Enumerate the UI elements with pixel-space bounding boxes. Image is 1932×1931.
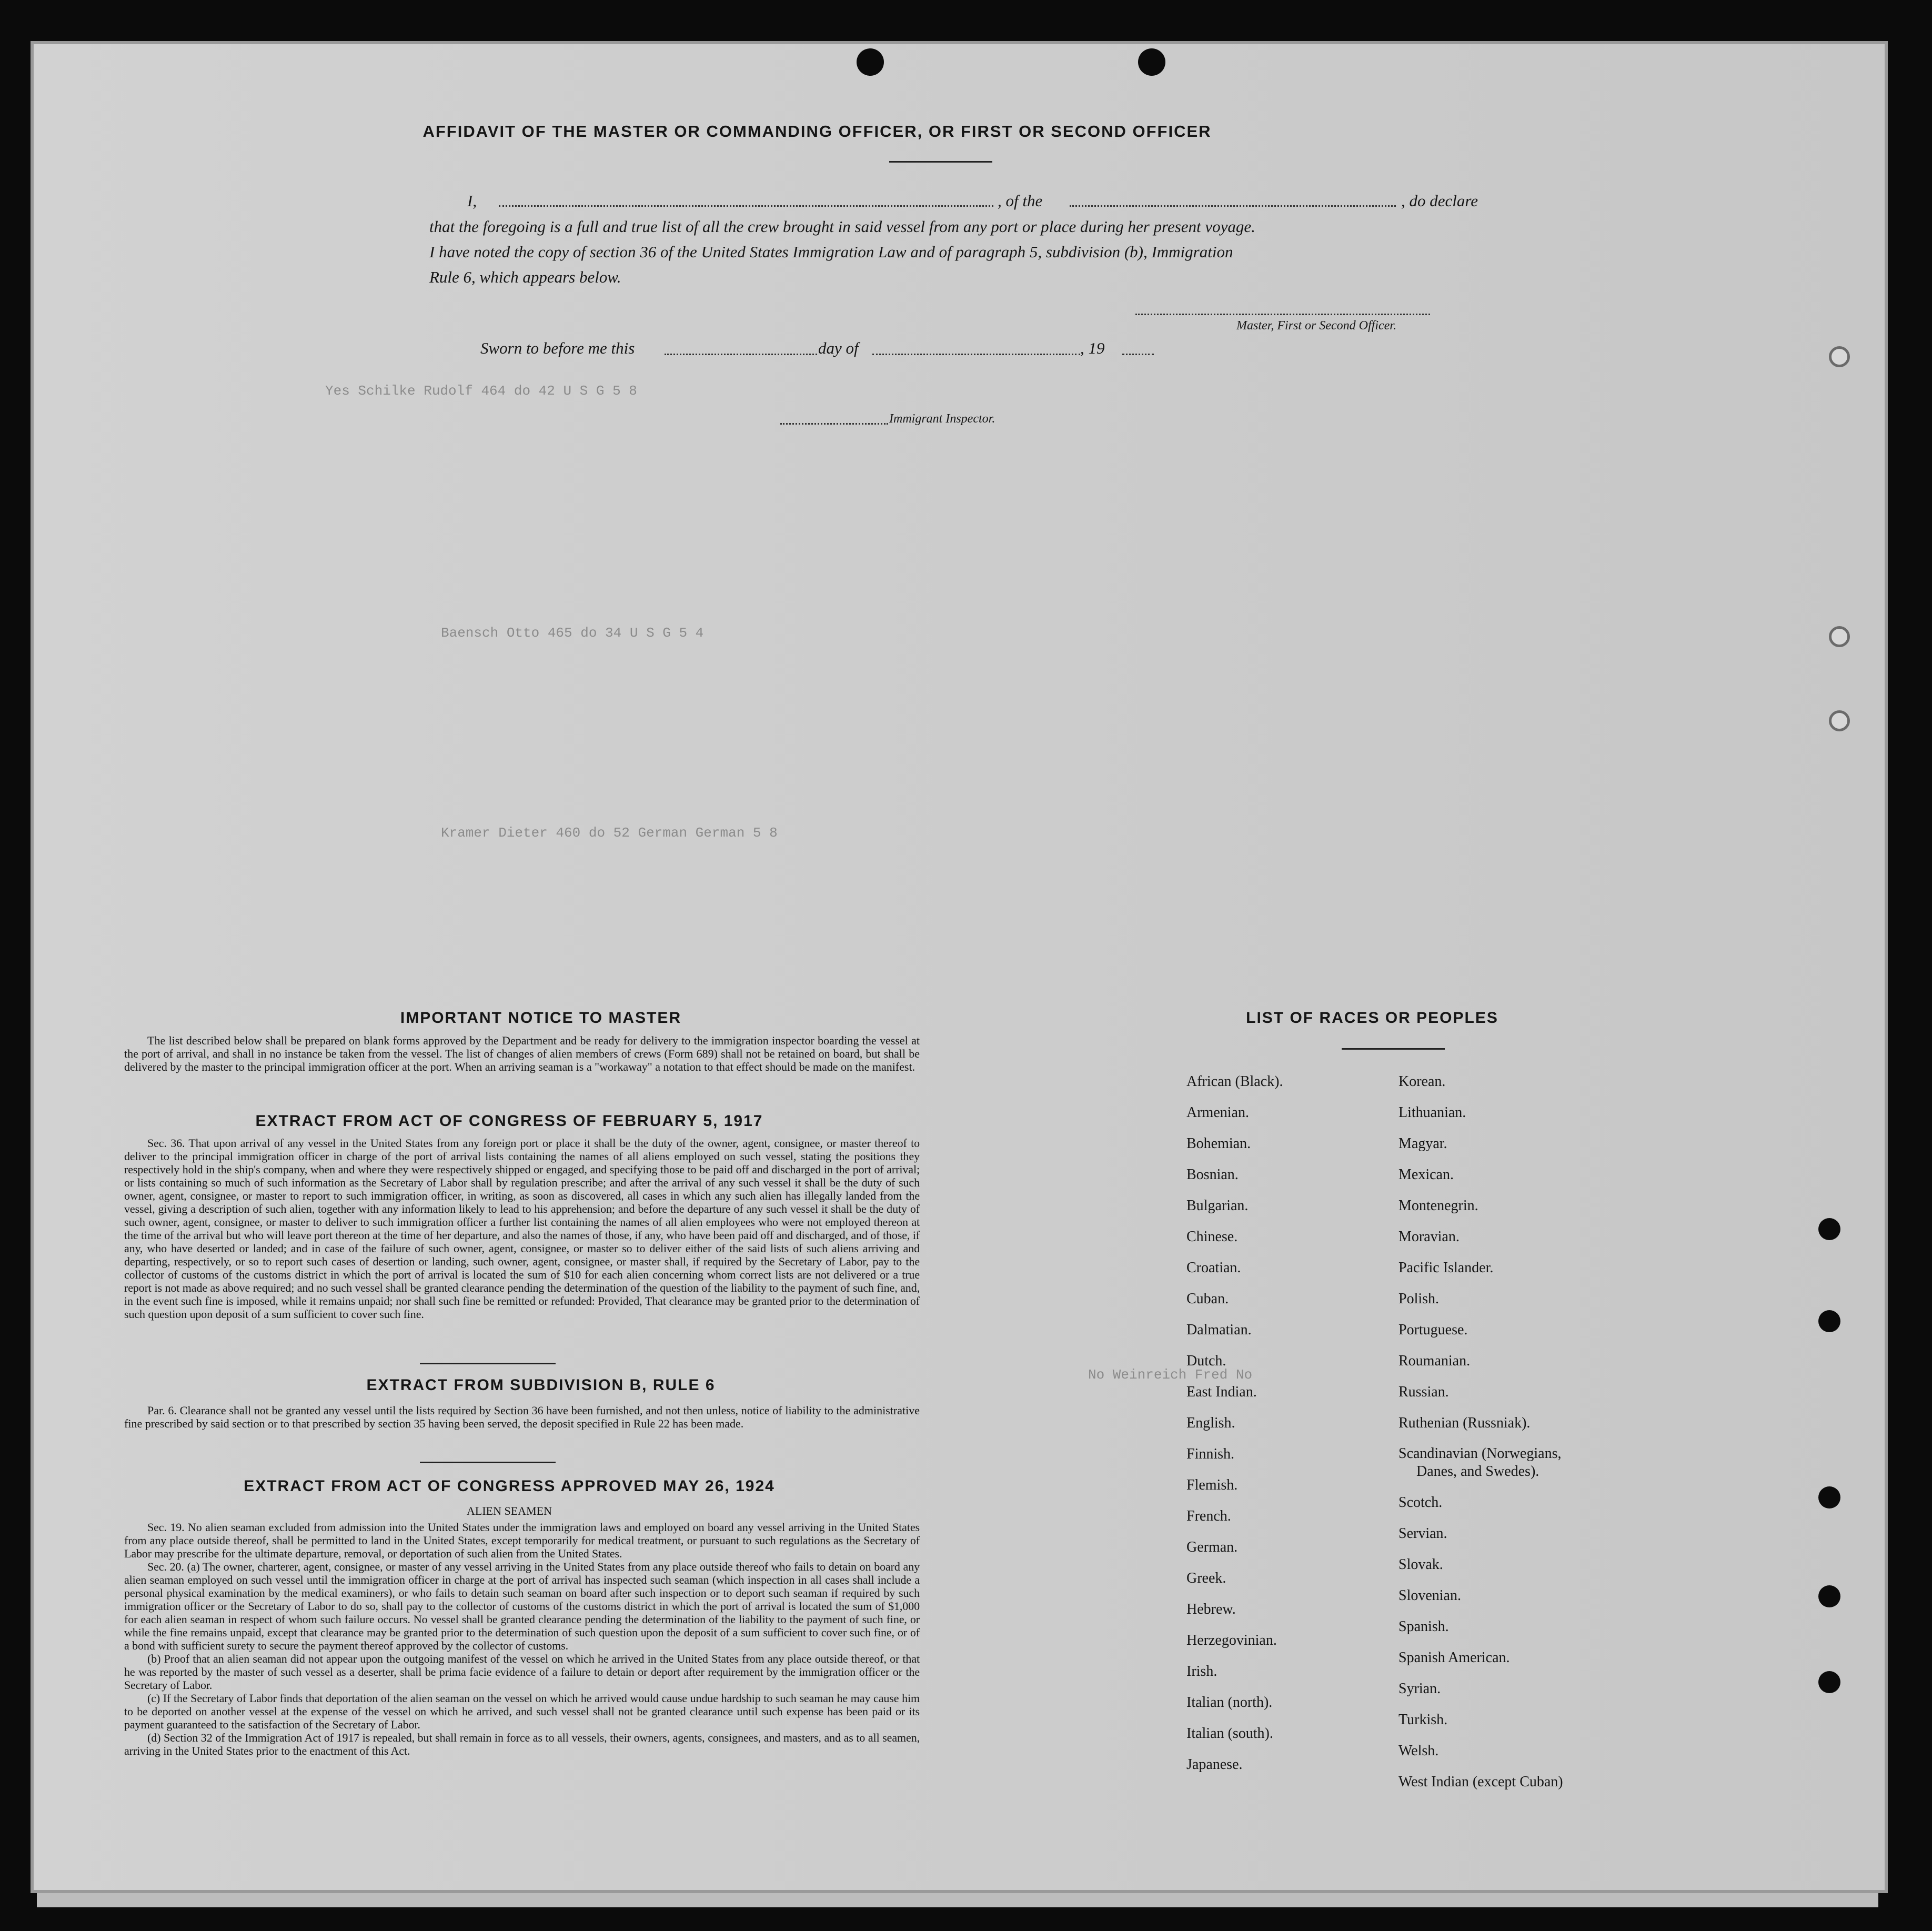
race-item: Lithuanian. (1398, 1104, 1466, 1121)
affidavit-line1-mid: , of the (998, 192, 1043, 210)
race-item: Portuguese. (1398, 1322, 1468, 1338)
race-item: Italian (north). (1186, 1694, 1273, 1711)
race-item: Finnish. (1186, 1446, 1235, 1462)
race-item: Danes, and Swedes). (1416, 1463, 1539, 1480)
bleed-through-text: Yes Schilke Rudolf 464 do 42 U S G 5 8 (325, 383, 637, 399)
race-item: Flemish. (1186, 1477, 1238, 1493)
extract-1917-text: Sec. 36. That upon arrival of any vessel in the United States from any foreign port or place it shall be the duty of the owner, agent, consignee, or master thereof to deliver to the principal immigration officer in charge of the port of arrival lists containing the names of all aliens employed on such vessel, stating the positions they respectively hold in the ship's company, when and where they were respectively shipped or engaged, and specifying those to be paid off and discharged in the port of arrival; or lists containing so much of such information as the Secretary of Labor shall by regulation prescribe; and after the arrival of any such vessel it shall be the duty of such owner, agent, consignee, or master to report to such immigration officer, in writing, as soon as discovered, all cases in which any such alien has illegally landed from the vessel, giving a description of such alien, together with any information likely to lead to his apprehension; and before the departure of any such vessel it shall be the duty of such owner, agent, consignee, or master to deliver to such immigration officer a further list containing the names of all alien employees who were not employed thereon at the time of the arrival but who will leave port thereon at the time of her departure, and also the names of those, if any, who have been paid off and discharged, and of those, if any, who have deserted or landed; and in case of the failure of such owner, agent, consignee, or master so to deliver either of the said lists of such aliens arriving and departing, respectively, or so to report such cases of desertion or landing, such owner, agent, consignee, or master shall, if required by the Secretary of Labor, pay to the collector of customs of the customs district in which the port of arrival is located the sum of $10 for each alien concerning whom correct lists are not delivered or a true report is not made as above required; and no such vessel shall be granted clearance pending the determination of the question of the liability to the payment of such fine, and, in the event such fine is imposed, while it remains unpaid; nor shall such fine be remitted or refunded: Provided, That clearance may be granted prior to the determination of such question upon deposit of a sum sufficient to cover such fine. (124, 1137, 920, 1321)
race-item: Spanish American. (1398, 1650, 1510, 1666)
races-title: LIST OF RACES OR PEOPLES (1246, 1009, 1498, 1027)
race-item: Syrian. (1398, 1681, 1441, 1697)
race-item: Magyar. (1398, 1135, 1447, 1152)
extract-1924-subtitle: ALIEN SEAMEN (467, 1504, 552, 1517)
binder-hole (1818, 1671, 1840, 1693)
race-item: Korean. (1398, 1073, 1446, 1090)
divider (420, 1363, 556, 1364)
races-column-1 (1186, 1066, 1283, 1780)
race-item: Moravian. (1398, 1229, 1460, 1245)
race-item: Scandinavian (Norwegians, (1398, 1445, 1562, 1462)
race-item: Greek. (1186, 1570, 1226, 1586)
race-item: Herzegovinian. (1186, 1632, 1277, 1648)
affidavit-line2: that the foregoing is a full and true list of all the crew brought in said vessel from any port or place during her present voyage. (429, 217, 1255, 236)
binder-hole (1829, 346, 1850, 367)
binder-hole (1818, 1218, 1840, 1240)
notice-title: IMPORTANT NOTICE TO MASTER (400, 1009, 682, 1027)
race-item: Slovak. (1398, 1556, 1443, 1573)
race-item: German. (1186, 1539, 1238, 1555)
race-item: Chinese. (1186, 1229, 1238, 1245)
punch-hole (1138, 48, 1165, 76)
race-item: Armenian. (1186, 1104, 1249, 1121)
race-item: Japanese. (1186, 1756, 1243, 1773)
extract-1917-title: EXTRACT FROM ACT OF CONGRESS OF FEBRUARY 5, 1917 (255, 1112, 763, 1130)
affidavit-line1-start: I, (467, 192, 477, 210)
vessel-blank[interactable] (1070, 205, 1396, 207)
race-item: Hebrew. (1186, 1601, 1236, 1617)
divider (889, 161, 992, 163)
affidavit-line4: Rule 6, which appears below. (429, 268, 621, 286)
race-item: English. (1186, 1415, 1235, 1431)
race-item: Spanish. (1398, 1618, 1449, 1635)
race-item: Croatian. (1186, 1260, 1241, 1276)
bleed-through-text: Baensch Otto 465 do 34 U S G 5 4 (441, 625, 704, 641)
affidavit-line3: I have noted the copy of section 36 of the United States Immigration Law and of paragraph 5, subdivision (b), Immigration (429, 243, 1233, 261)
race-item: Dalmatian. (1186, 1322, 1252, 1338)
affidavit-line1-end: , do declare (1401, 192, 1478, 210)
document-page (31, 41, 1888, 1893)
binder-hole (1818, 1486, 1840, 1508)
race-item: Servian. (1398, 1525, 1447, 1542)
day-blank[interactable] (665, 354, 817, 355)
month-blank[interactable] (872, 354, 1080, 355)
race-item: Turkish. (1398, 1712, 1448, 1728)
race-item: Montenegrin. (1398, 1198, 1478, 1214)
race-item: West Indian (except Cuban) (1398, 1774, 1563, 1790)
signature-caption: Master, First or Second Officer. (1236, 319, 1396, 333)
inspector-blank[interactable] (780, 423, 888, 425)
sworn-text: Sworn to before me this (480, 339, 635, 357)
signature-blank[interactable] (1135, 314, 1430, 315)
race-item: Slovenian. (1398, 1587, 1461, 1604)
race-item: Dutch. (1186, 1353, 1226, 1369)
notice-text: The list described below shall be prepared on blank forms approved by the Department and be ready for delivery to the immigration inspector boarding the vessel at the port of arrival, and shall in no instance be taken from the vessel. The list of changes of alien members of crews (Form 689) shall not be retained on board, but shall be delivered by the master to the principal immigration officer at the port. When an arriving seaman is a "workaway" a notation to that effect should be made on the manifest. (124, 1034, 920, 1073)
name-blank[interactable] (499, 205, 993, 207)
race-item: Irish. (1186, 1663, 1217, 1679)
race-item: Pacific Islander. (1398, 1260, 1494, 1276)
binder-hole (1829, 626, 1850, 647)
punch-hole (857, 48, 884, 76)
affidavit-title: AFFIDAVIT OF THE MASTER OR COMMANDING OFFICER, OR FIRST OR SECOND OFFICER (422, 122, 1212, 140)
race-item: Ruthenian (Russniak). (1398, 1415, 1531, 1431)
extract-1924-text: Sec. 19. No alien seaman excluded from admission into the United States under the immigration laws and employed on board any vessel arriving in the United States from any place outside thereof, shall be permitted to land in the United States, except temporarily for medical treatment, or pursuant to such regulations as the Secretary of Labor may prescribe for the ultimate departure, removal, or deportation of such alien from the United States. Sec. 20. (a) The owner, charterer, agent, consignee, or master of any vessel arriving in the United States from any place outside thereof who fails to detain on board any alien seaman employed on such vessel until the immigration officer in charge at the port of arrival has inspected such seaman (which inspection in all cases shall include a personal physical examination by the medical examiners), or who fails to detain such seaman on board after such inspection or to deport such seaman if required by such immigration officer or the Secretary of Labor to do so, shall pay to the collector of customs of the customs district in which the port of arrival is located the sum of $1,000 for each alien seaman in respect of whom such failure occurs. No vessel shall be granted clearance pending the determination of the liability to the payment of such fine, or while the fine remains unpaid, except that clearance may be granted prior to the determination of such question upon the deposit of a sum sufficient to cover such fine, or of a bond with sufficient surety to secure the payment thereof approved by the collector of customs. (b) Proof that an alien seaman did not appear upon the outgoing manifest of the vessel on which he arrived in the United States from any place outside thereof, or that he was reported by the master of such vessel as a deserter, shall be prima facie evidence of a failure to detain or deport after requirement by the immigration officer or the Secretary of Labor. (c) If the Secretary of Labor finds that deportation of the alien seaman on the vessel on which he arrived would cause undue hardship to such seaman he may cause him to be deported on another vessel at the expense of the vessel on which he arrived, and such vessel shall not be granted clearance until such expense has been paid or its payment guaranteed to the satisfaction of the Secretary of Labor. (d) Section 32 of the Immigration Act of 1917 is repealed, but shall remain in force as to all vessels, their owners, agents, consignees, and masters, and as to all seamen, arriving in the United States prior to the enactment of this Act. (124, 1521, 920, 1757)
subdivision-b-title: EXTRACT FROM SUBDIVISION B, RULE 6 (366, 1376, 716, 1394)
race-item: French. (1186, 1508, 1231, 1524)
race-item: Cuban. (1186, 1291, 1229, 1307)
race-item: Bosnian. (1186, 1166, 1239, 1183)
race-item: Mexican. (1398, 1166, 1454, 1183)
race-item: Russian. (1398, 1384, 1449, 1400)
race-item: Bulgarian. (1186, 1198, 1249, 1214)
subdivision-b-text: Par. 6. Clearance shall not be granted any vessel until the lists required by Section 36 have been furnished, and not then unless, notice of liability to the administrative fine prescribed by said section or to that prescribed by section 35 having been served, the deposit specified in Rule 22 has been made. (124, 1404, 920, 1430)
sworn-day-of: day of (818, 339, 859, 357)
binder-hole (1829, 710, 1850, 731)
race-item: Italian (south). (1186, 1725, 1273, 1742)
binder-hole (1818, 1310, 1840, 1332)
race-item: Welsh. (1398, 1743, 1439, 1759)
sworn-year: , 19 (1080, 339, 1105, 357)
binder-hole (1818, 1585, 1840, 1607)
races-column-2 (1398, 1066, 1563, 1797)
race-item: Roumanian. (1398, 1353, 1471, 1369)
race-item: African (Black). (1186, 1073, 1283, 1090)
race-item: Bohemian. (1186, 1135, 1251, 1152)
race-item: Polish. (1398, 1291, 1440, 1307)
bleed-through-text: No Weinreich Fred No (1088, 1367, 1253, 1383)
extract-1924-title: EXTRACT FROM ACT OF CONGRESS APPROVED MAY 26, 1924 (244, 1477, 775, 1495)
bleed-through-text: Kramer Dieter 460 do 52 German German 5 8 (441, 825, 778, 841)
race-item: East Indian. (1186, 1384, 1257, 1400)
race-item: Scotch. (1398, 1494, 1443, 1511)
divider (1342, 1048, 1445, 1050)
divider (420, 1462, 556, 1463)
year-blank[interactable] (1122, 354, 1154, 355)
inspector-caption: Immigrant Inspector. (889, 412, 995, 426)
